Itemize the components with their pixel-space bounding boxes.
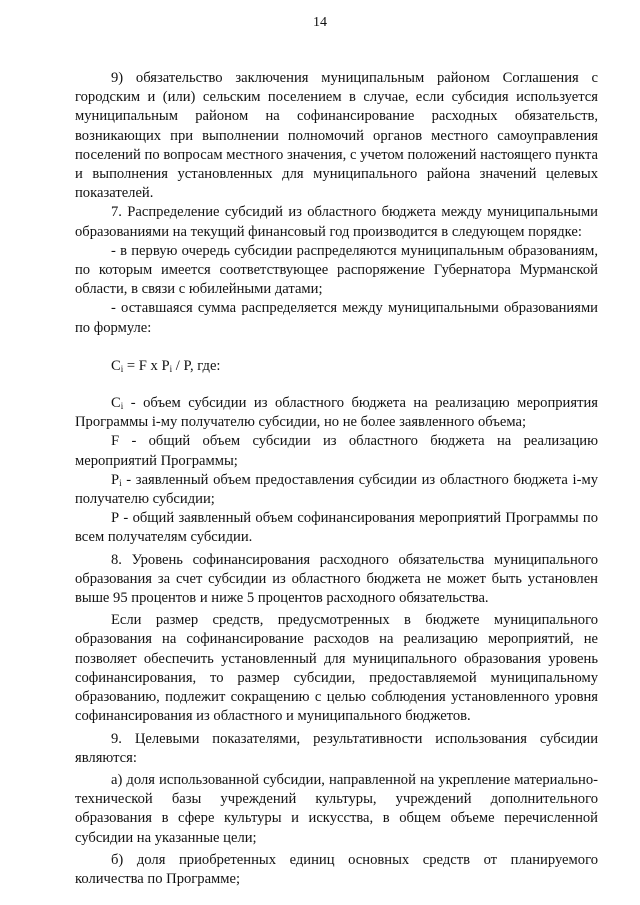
distribution-formula: $C_i = F$ x $P_i$ / P, где: bbox=[111, 357, 221, 374]
definition-p-i: $P_i$ - заявленный объем предоставления субсидии из областного бюджета i-му получателю субсидии; bbox=[75, 471, 598, 508]
paragraph-8-cofinancing-level: 8. Уровень софинансирования расходного обязательства муниципального образования за счет субсидии из областного бюджета не может быть установлен выше 95 процентов и ниже 5 процентов расходного обязательства. bbox=[75, 551, 598, 607]
paragraph-9-target-indicators: 9. Целевыми показателями, результативности использования субсидии являются: bbox=[75, 730, 598, 766]
paragraph-7-first-priority: - в первую очередь субсидии распределяются муниципальным образованиям, по которым имеется соответствующее распоряжение Губернатора Мурманской области, в связи с юбилейными датами; bbox=[75, 242, 598, 298]
page-number: 14 bbox=[313, 15, 327, 30]
paragraph-8-insufficient-funds: Если размер средств, предусмотренных в бюджете муниципального образования на софинансирование расходов на реализацию мероприятий, не позволяет обеспечить установленный для муниципального образования уровень софинансирования, то размер субсидии, предоставляемой муниципальному образованию, подлежит сокращению с целью соблюдения установленного уровня софинансирования из областного и муниципального бюджетов. bbox=[75, 612, 598, 725]
paragraph-7-distribution: 7. Распределение субсидий из областного бюджета между муниципальными образованиями на текущий финансовый год производится в следующем порядке: bbox=[75, 204, 598, 240]
paragraph-9-indicator-a: а) доля использованной субсидии, направленной на укрепление материально-технической базы учреждений культуры, учреждений дополнительного образования в сфере культуры и искусства, в общем объеме перечисленной субсидии на указанные цели; bbox=[75, 771, 598, 846]
paragraph-9-indicator-b: б) доля приобретенных единиц основных средств от планируемого количества по Программе; bbox=[75, 851, 598, 887]
definition-c-i: $C_i$ - объем субсидии из областного бюджета на реализацию мероприятия Программы i-му получателю субсидии, но не более заявленного объема; bbox=[75, 395, 598, 431]
definition-f: F - общий объем субсидии из областного бюджета на реализацию мероприятий Программы; bbox=[75, 433, 598, 469]
paragraph-7-remaining-sum: - оставшаяся сумма распределяется между муниципальными образованиями по формуле: bbox=[75, 300, 598, 336]
definition-p: Р - общий заявленный объем софинансирования мероприятий Программы по всем получателям субсидии. bbox=[75, 510, 598, 546]
paragraph-item-9-obligation: 9) обязательство заключения муниципальным районом Соглашения с городским и (или) сельским поселением в случае, если субсидия используется муниципальным районом на софинансирование расходных обязательств, возникающих при выполнении полномочий органов местного самоуправления поселений по вопросам местного значения, с учетом положений настоящего пункта и выполнения установленных для муниципального района значений целевых показателей. bbox=[75, 70, 598, 202]
document-body bbox=[75, 69, 598, 889]
